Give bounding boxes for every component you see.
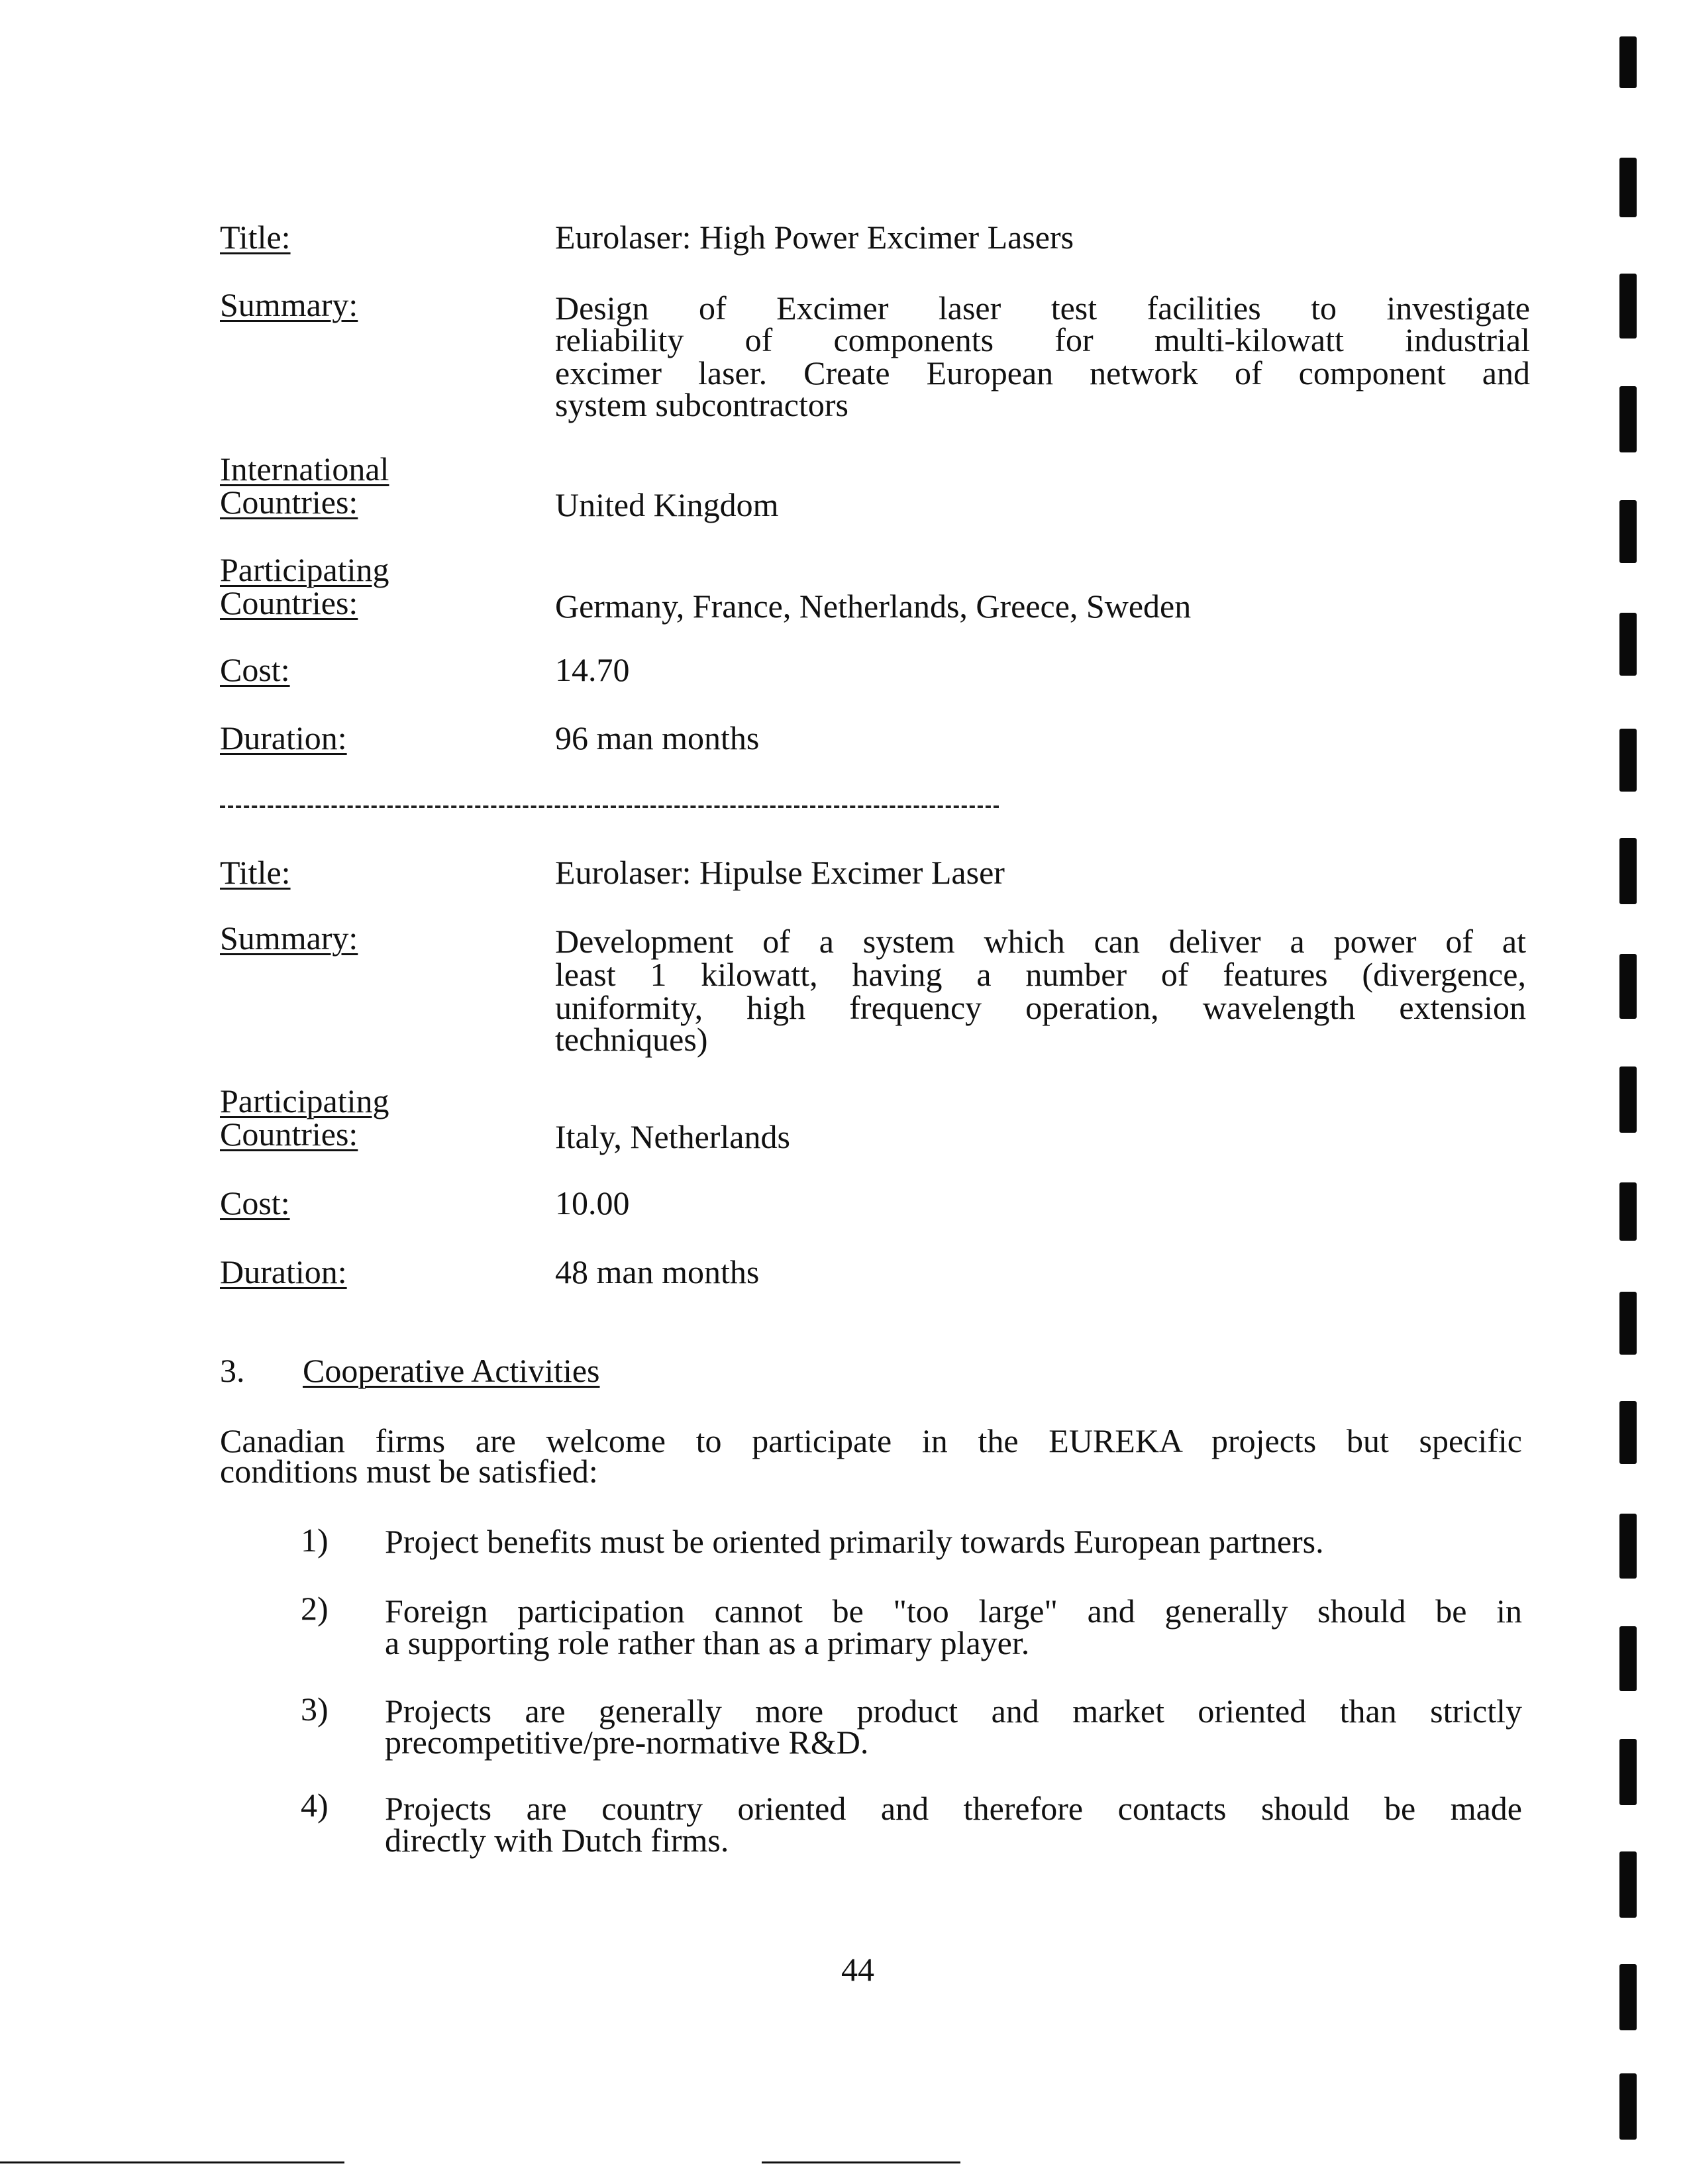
- summary-line: uniformity, high frequency operation, wavelength extension: [555, 989, 1526, 1026]
- binder-mark: [1619, 1182, 1637, 1241]
- binder-mark: [1619, 36, 1637, 88]
- participating-label: Countries:: [220, 584, 358, 621]
- scan-edge-line: [0, 2161, 344, 2163]
- binder-mark: [1619, 1739, 1637, 1805]
- summary-line: techniques): [555, 1021, 708, 1058]
- condition-text: a supporting role rather than as a primary player.: [385, 1624, 1030, 1661]
- page-number: 44: [841, 1951, 874, 1988]
- binder-mark: [1619, 2073, 1637, 2140]
- section-heading: Cooperative Activities: [303, 1352, 600, 1389]
- title-label: Title:: [220, 219, 291, 256]
- binder-mark: [1619, 158, 1637, 217]
- participating-label: Countries:: [220, 1116, 358, 1153]
- binder-mark: [1619, 1514, 1637, 1579]
- condition-text: Projects are generally more product and market oriented than strictly: [385, 1692, 1522, 1730]
- summary-line: Design of Excimer laser test facilities to investigate: [555, 289, 1530, 327]
- cost-value: 14.70: [555, 651, 630, 688]
- summary-line: Development of a system which can deliver a power of at: [555, 923, 1526, 960]
- international-countries: United Kingdom: [555, 486, 779, 523]
- binder-mark: [1619, 1292, 1637, 1355]
- duration-label: Duration:: [220, 719, 347, 756]
- condition-text: Project benefits must be oriented primarily towards European partners.: [385, 1523, 1324, 1560]
- condition-number: 1): [301, 1522, 329, 1559]
- section-number: 3.: [220, 1352, 245, 1389]
- summary-line: excimer laser. Create European network of component and: [555, 354, 1530, 391]
- binder-mark: [1619, 954, 1637, 1019]
- participating-countries: Germany, France, Netherlands, Greece, Sweden: [555, 588, 1192, 625]
- condition-number: 2): [301, 1590, 329, 1627]
- project-title: Eurolaser: Hipulse Excimer Laser: [555, 854, 1005, 891]
- intro-line: conditions must be satisfied:: [220, 1453, 598, 1490]
- summary-label: Summary:: [220, 286, 358, 323]
- binder-mark: [1619, 274, 1637, 338]
- summary-line: reliability of components for multi-kilowatt industrial: [555, 321, 1530, 358]
- summary-label: Summary:: [220, 919, 358, 957]
- binder-mark: [1619, 1066, 1637, 1133]
- section-divider: [220, 806, 999, 808]
- international-label: Countries:: [220, 484, 358, 521]
- condition-text: precompetitive/pre-normative R&D.: [385, 1724, 869, 1761]
- participating-label: Participating: [220, 551, 389, 588]
- participating-label: Participating: [220, 1082, 389, 1119]
- cost-value: 10.00: [555, 1184, 630, 1222]
- condition-number: 3): [301, 1690, 329, 1728]
- binder-mark: [1619, 1626, 1637, 1691]
- binder-mark: [1619, 1964, 1637, 2030]
- binder-mark: [1619, 729, 1637, 792]
- participating-countries: Italy, Netherlands: [555, 1118, 790, 1155]
- binder-mark: [1619, 386, 1637, 452]
- condition-text: directly with Dutch firms.: [385, 1822, 729, 1859]
- binder-mark: [1619, 500, 1637, 563]
- condition-text: Foreign participation cannot be "too large" and generally should be in: [385, 1592, 1522, 1630]
- international-label: International: [220, 450, 389, 488]
- cost-label: Cost:: [220, 1184, 290, 1222]
- duration-label: Duration:: [220, 1253, 347, 1290]
- summary-line: least 1 kilowatt, having a number of features (divergence,: [555, 956, 1526, 993]
- project-title: Eurolaser: High Power Excimer Lasers: [555, 219, 1074, 256]
- summary-line: system subcontractors: [555, 386, 848, 423]
- binder-mark: [1619, 1851, 1637, 1918]
- intro-line: Canadian firms are welcome to participate in the EUREKA projects but specific: [220, 1422, 1522, 1459]
- scan-edge-line: [762, 2161, 960, 2163]
- duration-value: 48 man months: [555, 1253, 760, 1290]
- binder-mark: [1619, 838, 1637, 904]
- duration-value: 96 man months: [555, 719, 760, 756]
- binder-mark: [1619, 613, 1637, 676]
- title-label: Title:: [220, 854, 291, 891]
- binder-mark: [1619, 1401, 1637, 1464]
- condition-number: 4): [301, 1787, 329, 1824]
- cost-label: Cost:: [220, 651, 290, 688]
- condition-text: Projects are country oriented and therefore contacts should be made: [385, 1790, 1522, 1827]
